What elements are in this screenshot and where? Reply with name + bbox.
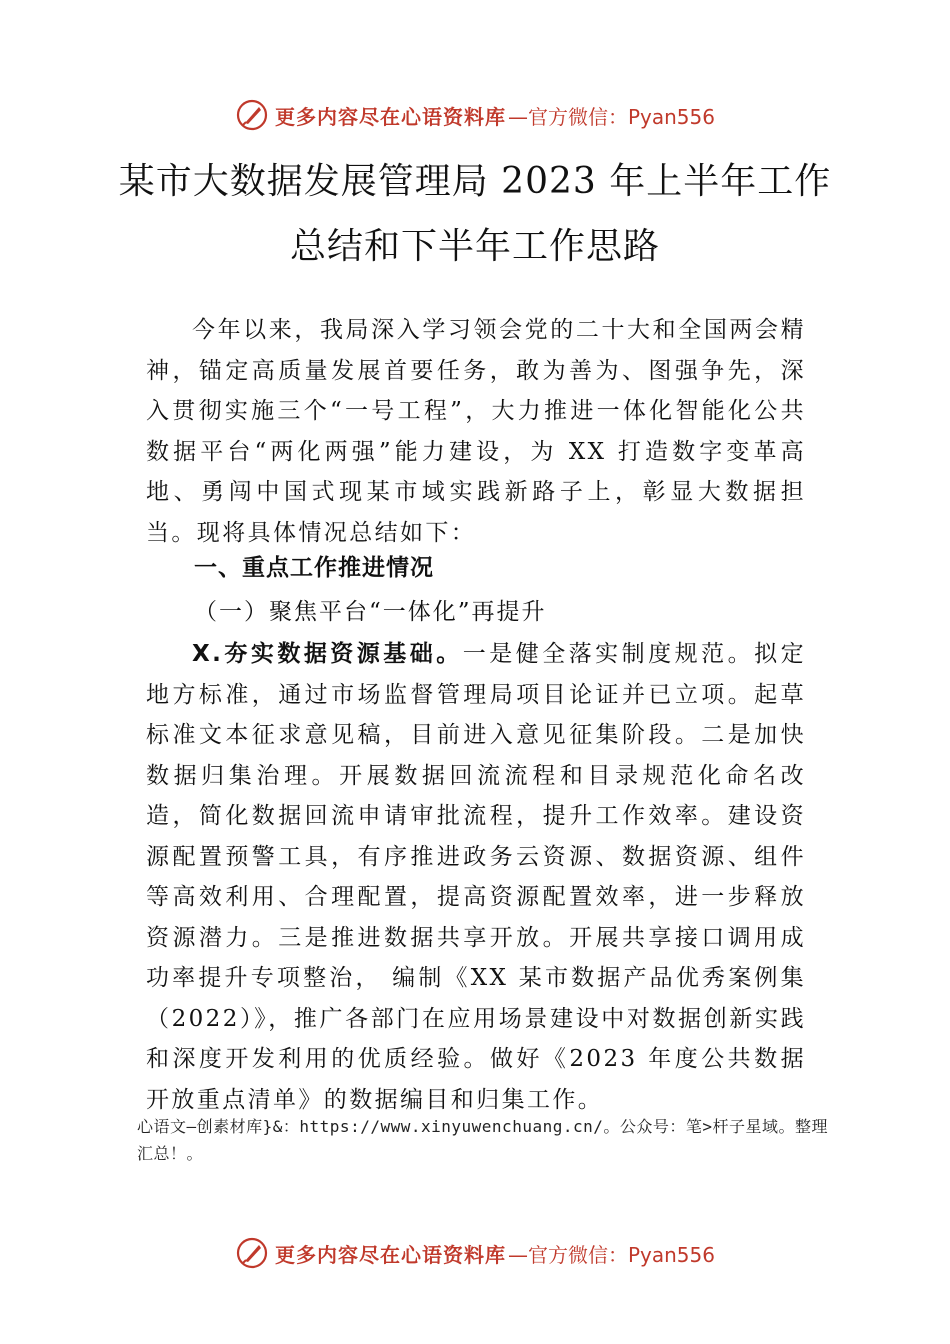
item-body: 一是健全落实制度规范。拟定地方标准，通过市场监督管理局项目论证并已立项。起草标准文本征求意见稿，目前进入意见征集阶段。二是加快数据归集治理。开展数据回流流程和目录规范化命名改造，简化数据回流申请审批流程，提升工作效率。建设资源配置预警工具，有序推进政务云资源、数据资源、组件等高效利用、合理配置，提高资源配置效率，进一步释放资源潜力。三是推进数据共享开放。开展共享接口调用成功率提升专项整治， 编制《XX 某市数据产品优秀案例集（2022）》，推广各部门在应用场景建设中对数据创新实践和深度开发利用的优质经验。做好《2023 年度公共数据开放重点清单》的数据编目和归集工作。 (146, 641, 806, 1113)
banner-text: 更多内容尽在心语资料库 (274, 104, 506, 129)
section-heading: 一、重点工作推进情况 (194, 555, 434, 581)
quill-logo-icon (235, 1236, 269, 1270)
quill-logo-icon (235, 98, 269, 132)
header-watermark-banner (0, 95, 950, 135)
document-title-line-1: 某市大数据发展管理局 2023 年上半年工作 (118, 161, 832, 202)
banner-wechat: —官方微信：Pyan556 (507, 1242, 715, 1267)
banner-text: 更多内容尽在心语资料库 (274, 1242, 506, 1267)
intro-paragraph: 今年以来，我局深入学习领会党的二十大和全国两会精神，锚定高质量发展首要任务，敢为善为、图强争先，深入贯彻实施三个“一号工程”，大力推进一体化智能化公共数据平台“两化两强”能力建设，为 XX 打造数字变革高地、勇闯中国式现某市域实践新路子上，彰显大数据担当。现将具体情况总结如下： (146, 317, 806, 546)
subsection-heading: （一）聚焦平台“一体化”再提升 (194, 599, 547, 625)
item-paragraph (146, 634, 806, 1120)
document-title-line-2: 总结和下半年工作思路 (289, 226, 660, 267)
source-footnote: 心语文—创素材库}&：https://www.xinyuwenchuang.cn/。公众号：笔>杆子星域。整理汇总！。 (137, 1117, 829, 1163)
item-lead: X.夯实数据资源基础。 (192, 641, 463, 667)
banner-wechat: —官方微信：Pyan556 (507, 104, 715, 129)
footer-watermark-banner (0, 1233, 950, 1273)
